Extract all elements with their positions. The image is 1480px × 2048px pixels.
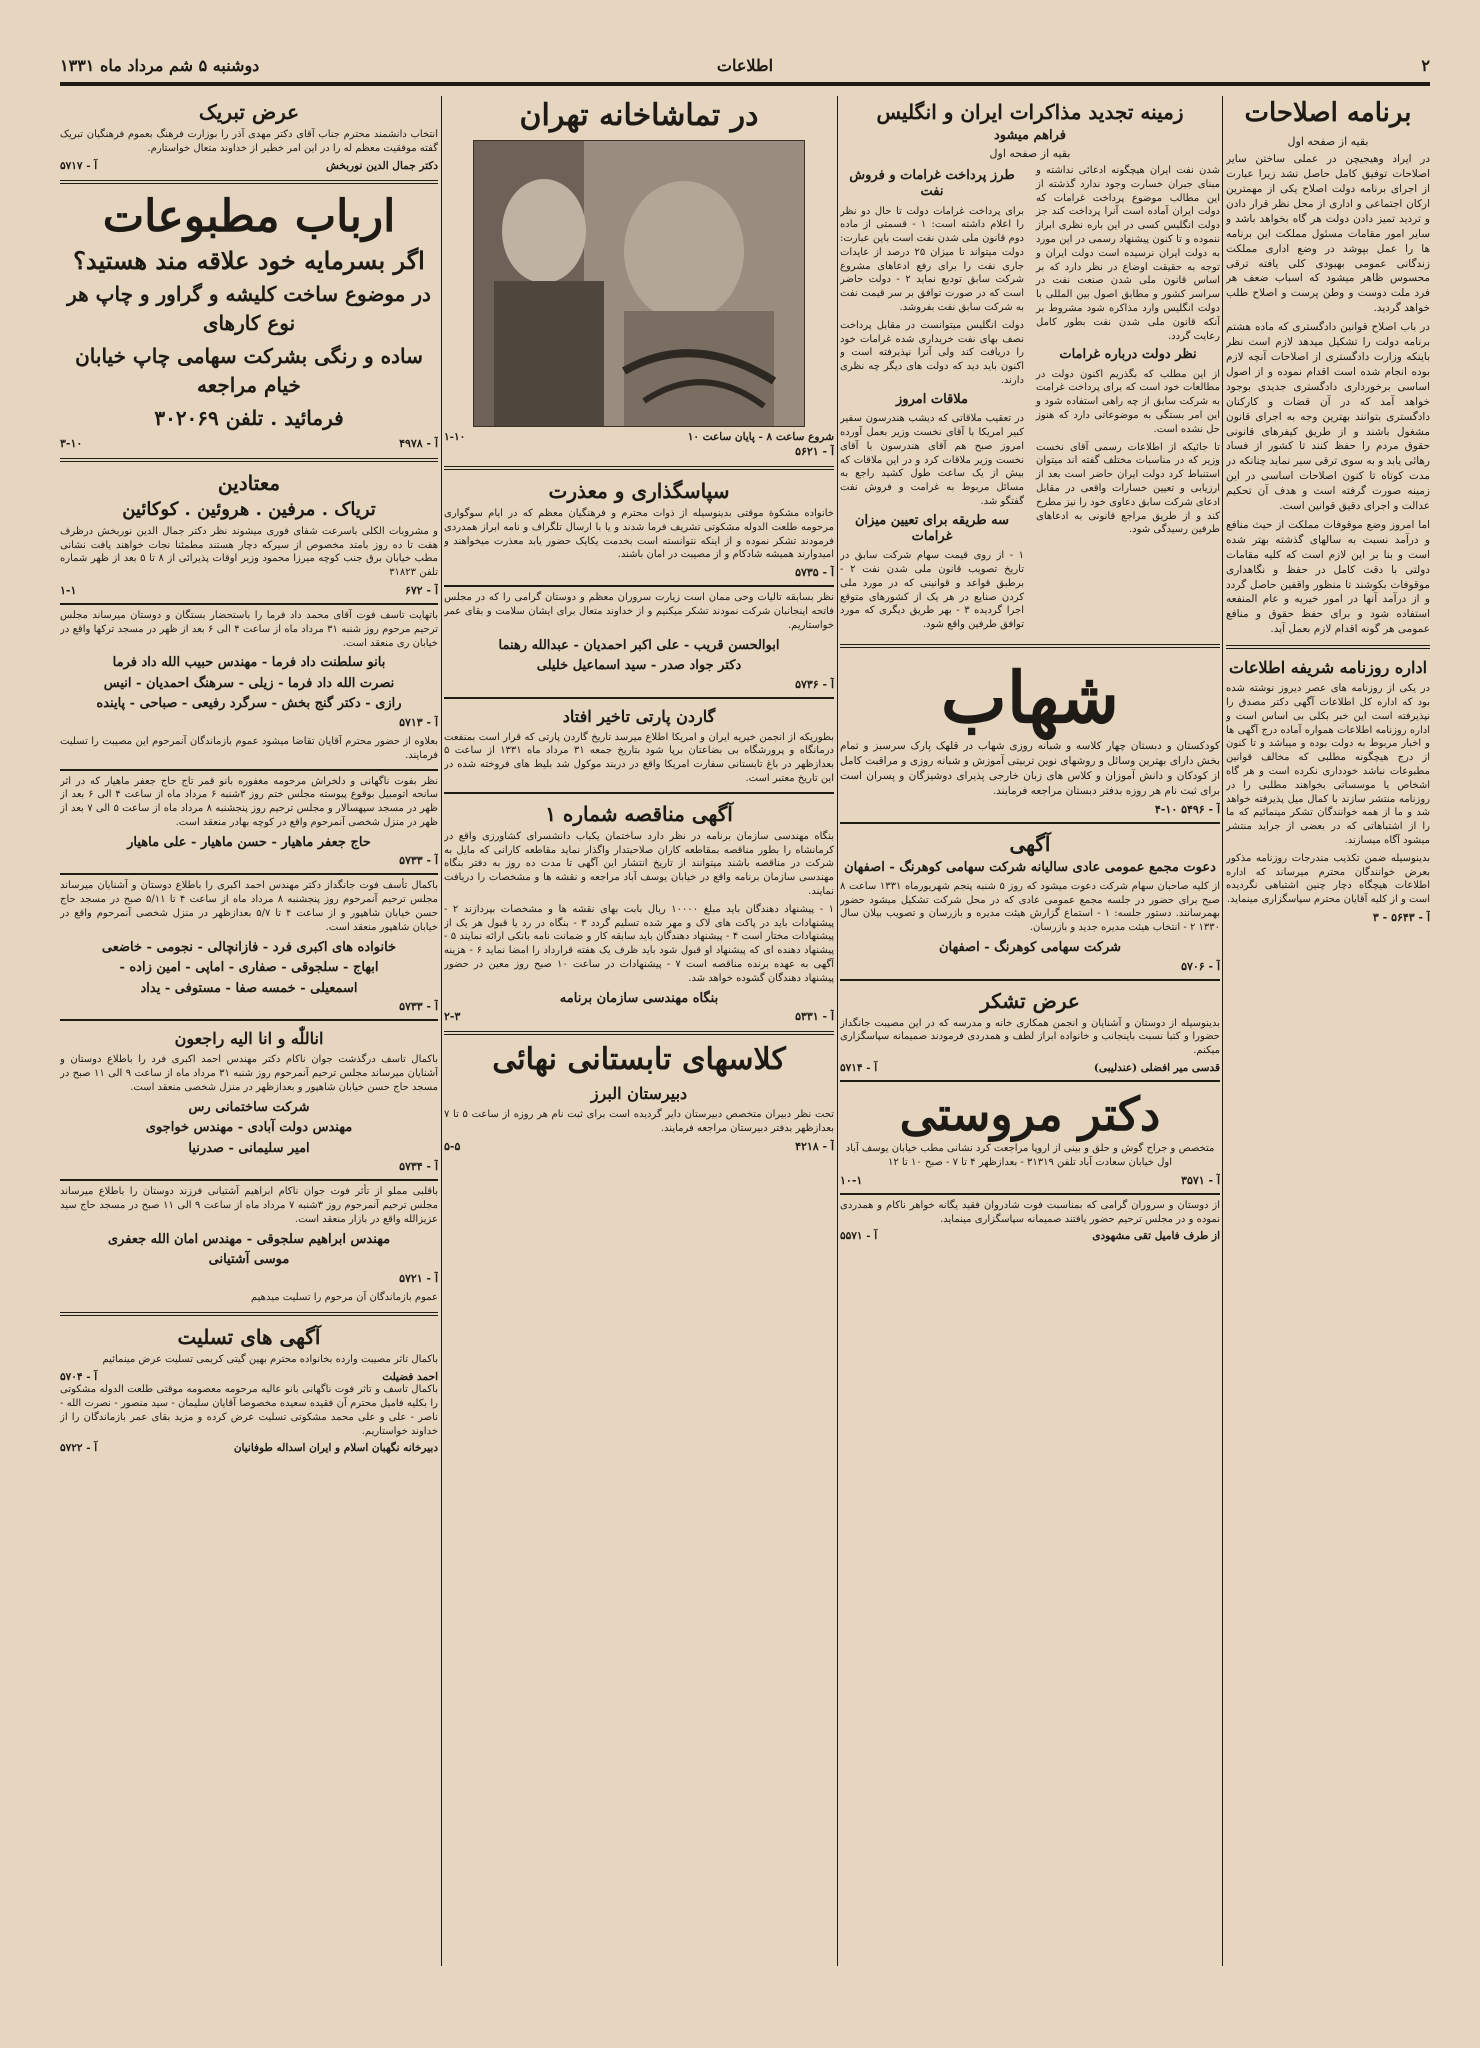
ettelaat-notice-title: اداره روزنامه شریفه اطلاعات: [1228, 658, 1428, 678]
ad-code: آ - ۳۵۷۱ ۱۰-۱: [840, 1173, 1220, 1187]
ras-signature: امیر سلیمانی - صدرنیا: [188, 1140, 310, 1156]
ad-code: آ - ۵۷۱۷: [60, 159, 98, 172]
reform-body: در ایراد وهیجیچن در عملی ساختن سایر اصلاحات توفیق کامل حاصل نشد زیرا عبارت از اجرای برنامه دولت اصلاح یکی از مهمترین ارکان اجتماعی و اداری از محل نظر قرار دادن و تردید تمیز دادن دولت هر گاه بخواهد باشد و سایر امور مقامات مسئول مملکت این برنامه ها را عمل بپوشد در وضع اداری مملکت زندگانی عمومی بهبودی کلی یافته ترقی محسوس ظاهر میشود که اسباب ضعف هر فرد ملت دوست و وطن پرست و اصلاح طلب خواهد گردید.: [1226, 153, 1430, 315]
mashkouti-thanks: [444, 466, 834, 579]
congrats-title: عرض تبریک: [198, 100, 300, 124]
talks-subhead: نظر دولت درباره غرامات: [1059, 347, 1197, 363]
reform-title: برنامه اصلاحات: [1244, 98, 1412, 128]
condolence-body: باکمال تاسف و تاثر فوت ناگهانی بانو عالیه مرحومه معصومه موقتی طلعت الدوله مشکوتی را بکلیه فامیل محترم آن فقیده سعیده مخصوصا آقایان سلیمان - سید منصور - نصرت الله - ناصر - علی و علی محمد مشکوتی تسلیت عرض کرده و مزید بقای عمر بازماندگان را از خداوند خواستاریم.: [60, 1384, 438, 1437]
reform-body: در باب اصلاح قوانین دادگستری که ماده هشتم برنامه دولت را تشکیل میدهد لازم است نظر باینکه وزارت دادگستری از اصلاحات آنچه لازم بوده انجام شده است اقدام نموده و از اصول اساسی برخورداری دادگستری جدیدی بوجود خواهد آمد که در آن قضات و کارکنان دادگستری بتوانند بهترین وجه به اجرای قانون مشغول باشند و از طریق کیفرهای قانونی حقوق مردم را حفظ کنند تا کشور از فساد رهائی یابد و به سوی ترقی سیر نماید چنانکه در مدت کوتاه تا کنون اصلاحات اساسی در این زمینه صورت گرفته است و هدف آن تحکیم عدالت و اجرای دقیق قوانین است.: [1226, 321, 1430, 513]
talks-body: ۱ - از روی قیمت سهام شرکت سابق در تاریخ تصویب قانون ملی شدن نفت ۲ - برطبق قواعد و قوانینی که در مورد ملی کردن صنایع در هر یک از کشورهای متوقع اجرا گردیده ۳ - بهر طریق دیگری که مورد توافق طرفین واقع شود.: [840, 550, 1025, 631]
column-iran-uk-talks: [840, 96, 1220, 1966]
condolence-signature: دبیرخانه نگهبان اسلام و ایران اسداله طوفانیان: [233, 1442, 438, 1455]
talks-subhead: ملاقات امروز: [896, 391, 968, 407]
doctor-title: دکتر مروستی: [899, 1086, 1161, 1141]
tender-title: آگهی مناقصه شماره ۱: [545, 801, 733, 826]
theatre-times: [444, 431, 834, 443]
friends-thanks-signature: دکتر جواد صدر - سید اسماعیل خلیلی: [536, 658, 742, 674]
talks-continued: بقیه از صفحه اول: [989, 147, 1071, 160]
ad-code: آ - ۵۷۳۳: [399, 1000, 438, 1014]
ad-code: آ - ۴۹۷۸ ۳-۱۰: [60, 437, 438, 451]
dadfarma-body: باتهایت تاسف فوت آقای محمد داد فرما را باستحضار بستگان و دوستان میرساند مجلس ترحیم مرحوم روز شنبه ۳۱ مرداد ماه از ساعت ۴ الی ۶ بعد از ظهر در مسجد ترکها واقع در خیابان ری منعقد است.: [60, 609, 438, 649]
talks-subhead: طرز پرداخت غرامات و فروش نفت: [849, 168, 1015, 200]
congrats-signature: دکتر جمال الدین نوربخش: [325, 159, 438, 172]
ettelaat-notice-body: بدینوسیله ضمن تکذیب مندرجات روزنامه مذکور بعرض خوانندگان محترم میرساند که اداره اطلاعات هیچگاه دچار چنین اشتباهی نگردیده است و از کلیه آقایان محترم سپاسگزاری مینماید.: [1226, 852, 1430, 906]
paper-name: اطلاعات: [716, 56, 774, 75]
akbari-signature: خانواده های اکبری فرد - فازانچالی - نجومی - خاضعی: [101, 939, 397, 955]
ad-code: آ - ۵۷۳۳: [399, 854, 438, 868]
ras-signature: شرکت ساختمانی رس: [188, 1099, 310, 1115]
ad-code: آ - ۴۲۱۸ ۵-۵: [444, 1139, 834, 1153]
ashtiani-signature: موسی آشتیانی: [208, 1252, 290, 1268]
reform-body: اما امروز وضع موقوفات مملکت از حیث منافع و درآمد نسبت به سالهای گذشته بهتر شده است و بنا بر این لازم است که کلیه مقامات دولتی با دقت کامل در حفظ و نگاهداری موقوفات بکوشند تا منظور واقفین حاصل گردد و از درآمد آنها در امور خیریه و عام المنفعه استفاده شود و برای حفظ حقوق و منافع عمومی هر گونه اقدام لازم بعمل آید.: [1226, 518, 1430, 636]
talks-body: از این مطلب که بگذریم اکنون دولت در مطالعات خود است که برای پرداخت غرامت به شرکت سابق از چه راهی استفاده شود و این امر بستگی به موضوعاتی دارد که هنوز حل نشده است.: [1036, 368, 1220, 435]
page-number: ۲: [1421, 56, 1430, 75]
column-reform-program: [1226, 96, 1430, 1966]
talks-body: تا جائیکه از اطلاعات رسمی آقای نخست وزیر که در مناسبات مختلف گفته اند میتوان استنباط کرد دولت ایران حاضر است بعد از ارزیابی و تعیین خسارات واقعی در مقابل ادعای شرکت سابق دعاوی خود را نیز مطرح کند و از طریق مراجع قانونی به ادعاهای طرفین رسیدگی شود.: [1036, 441, 1220, 536]
akbari-signature: ابهاج - سلجوقی - صفاری - اماپی - امین زاده -: [119, 960, 379, 976]
ras-body: باکمال تاسف درگذشت جوان ناکام دکتر مهندس احمد اکبری فرد را باطلاع دوستان و آشنایان میرساند مجلس ترحیم آنمرحوم روز شنبه ۳۱ مرداد ماه از ساعت ۹ الی ۱۱ صبح در مسجد حاج حسن خیابان شاهپور و بعدازظهر در منزل شخصی منعقد است.: [60, 1054, 438, 1093]
mahyar-signature: حاج جعفر ماهیار - حسن ماهیار - علی ماهیار: [127, 834, 371, 850]
condolences-section: [60, 1312, 438, 1454]
ad-code: آ - ۵۷۱۳: [399, 715, 438, 729]
ad-code: آ - ۵۷۳۶: [795, 677, 834, 691]
thanks-title: عرض تشکر: [980, 988, 1080, 1013]
theatre-photo-image: [474, 141, 804, 426]
condolence-signature: احمد فضیلت: [382, 1371, 438, 1384]
addiction-body: و مشروبات الکلی باسرعت شفای فوری میشوند نظر دکتر جمال الدین نوربخش درظرف هفت تا ده روز بامتد مخصوص از سیرکه دچار هستند مطمئنا نجات خواهند یافت نشانی مطب خیابان برق جنب کوچه میرزا محمود وزیر اوقات پذیرائی از ۸ تا ۵ بعد از ظهر شماره تلفن ۳۱۸۲۳: [60, 525, 438, 579]
ad-code: آ - ۵۷۳۵: [795, 566, 834, 580]
summer-classes-ad: [444, 1031, 834, 1153]
ad-code: آ - ۵۷۱۴: [840, 1061, 878, 1074]
condolences-title: آگهی های تسلیت: [177, 1325, 321, 1350]
doctor-ad: [840, 1080, 1220, 1187]
addiction-title: معتادین: [217, 471, 281, 496]
garden-party-title: گاردن پارتی تاخیر افتاد: [562, 706, 716, 726]
talks-subtitle: فراهم میشود: [993, 128, 1067, 143]
dadfarma-signature: نصرت الله داد فرما - زیلی - سرهنگ احمدیان - انیس: [103, 675, 395, 691]
condolence-thanks-footer: [840, 1230, 1220, 1242]
talks-body: در تعقیب ملاقاتی که دیشب هندرسون سفیر کبیر امریکا با آقای نخست وزیر بعمل آورده امروز صبح هم آقای هندرسون با آقای نخست وزیر ملاقات کرد و در این ملاقات که بیش از یک ساعت طول کشید راجع به مسائل مربوط به غرامت و فروش نفت گفتگو شد.: [840, 413, 1024, 507]
talks-title: زمینه تجدید مذاکرات ایران و انگلیس: [876, 100, 1184, 124]
akbari-signature: اسمعیلی - خمسه صفا - مستوفی - یداد: [140, 980, 358, 996]
doctor-body: متخصص و جراح گوش و حلق و بینی از اروپا مراجعت کرد نشانی مطب خیابان یوسف آباد اول خیابان سعادت آباد تلفن ۳۱۳۱۹ - بعدازظهر ۴ تا ۷ - صبح ۱۰ تا ۱۲: [845, 1143, 1215, 1169]
talks-body: برای پرداخت غرامات دولت تا حال دو نظر را اعلام داشته است: ۱ - قسمتی از ماده دوم قانون ملی شدن نفت است باین عبارت: دولت میتواند تا میزان ۲۵ درصد از عایدات جاری نفت را برای رفع ادعاهای مشروع شرکت سابق تودیع نماید ۲ - دولت حاضر است که در صورت توافق بر سر قیمت نفت به شرکت سابق نفت بفروشد.: [840, 205, 1025, 314]
kuhrang-title: آگهی: [1009, 831, 1051, 856]
thanks-footer: [840, 1062, 1220, 1074]
talks-subhead: سه طریقه برای تعیین میزان غرامات: [854, 512, 1010, 544]
thanks-ad: [840, 979, 1220, 1074]
shahab-body: کودکستان و دبستان چهار کلاسه و شبانه روزی شهاب در قلهک پارک سرسبز و تمام بخش دارای بهترین وسائل و روشهای نوین تربیتی آموزش و شبانه روزی و مراقبت کامل از کودکان و دانش آموزان و کلاس های زبان خارجی پذیرای دوشیزگان و پسران است برای ثبت نام هر روزه بدفتر دبستان مراجعه فرمایند.: [840, 739, 1220, 797]
summer-classes-body: تحت نظر دبیران متخصص دبیرستان دایر گردیده است برای ثبت نام هر روزه از ساعت ۵ تا ۷ بعدازظهر بدفتر دبیرستان مراجعه فرمایند.: [444, 1109, 834, 1134]
masthead: [60, 50, 1430, 80]
ras-title: اناللّٰه و انا الیه راجعون: [174, 1029, 324, 1049]
mashkouti-thanks-body: خانواده مشکوة موقتی بدینوسیله از ذوات محترم و فرهنگیان معظم که در ایام سوگواری مرحومه طلعت الدوله مشکوتی تشریف فرما شدند و یا با ارسال تلگراف و نامه ابراز همدردی فرمودند تشکر نموده و از اینکه نتوانسته است بخدمت یکایک حضور یابد معذرت میخواهند و امیدوارند همیشه شادکام و از مصیبت در امان باشند.: [444, 508, 834, 561]
ad-code: آ - ۵۴۹۶ ۱۰-۴: [1154, 802, 1220, 816]
ad-code: آ - ۵۷۰۴: [60, 1371, 98, 1384]
mashkouti-thanks-title: سپاسگذاری و معذرت: [548, 479, 730, 503]
ashtiani-note: عموم بازماندگان آن مرحوم را تسلیت میدهیم: [251, 1291, 438, 1303]
ras-company-obituary: [60, 1019, 438, 1173]
theatre-photo: [473, 140, 805, 427]
addiction-substances: تریاک . مرفین . هروئین . کوکائین: [122, 499, 376, 521]
mahyar-obituary: [60, 769, 438, 868]
ad-code: آ - ۶۷۲ ۱-۱: [60, 583, 438, 597]
theatre-showtime: شروع ساعت ۸ - پایان ساعت ۱۰: [687, 431, 834, 443]
ad-code: آ - ۵۵۷۱: [840, 1230, 878, 1243]
condolence-footer: [60, 1371, 438, 1383]
printing-line: اگر بسرمایه خود علاقه مند هستید؟: [73, 245, 425, 275]
thanks-body: بدینوسیله از دوستان و آشنایان و انجمن همکاری خانه و مدرسه که در این مصیبت جانگداز حضورا و کتبا نسبت باینجانب و خانواده ابراز لطف و همدردی فرمودند صمیمانه سپاسگزاری میکنم.: [840, 1017, 1220, 1057]
condolence-thanks: [840, 1193, 1220, 1243]
shahab-title: شهاب: [940, 655, 1120, 739]
ettelaat-notice: [1226, 645, 1430, 924]
reform-continued: بقیه از صفحه اول: [1287, 135, 1369, 149]
ad-code: آ - ۵۷۰۶: [1181, 959, 1220, 973]
column-rule: [441, 96, 442, 1966]
congrats-footer: [60, 160, 438, 172]
summer-classes-school: دبیرستان البرز: [590, 1084, 688, 1104]
ras-signature: مهندس دولت آبادی - مهندس خواجوی: [145, 1120, 353, 1136]
masthead-rule: [60, 82, 1430, 86]
printing-ad: [60, 180, 438, 451]
dadfarma-note: بعلاوه از حضور محترم آقایان تقاضا میشود عموم بازماندگان آنمرحوم این مصیبت را تسلیت فرمایند.: [60, 735, 438, 761]
dadfarma-obituary: [60, 603, 438, 763]
ashtiani-obituary: [60, 1179, 438, 1304]
friends-thanks: [444, 585, 834, 690]
kuhrang-ad: [840, 822, 1220, 973]
ad-code: ۱-۱۰: [444, 431, 466, 443]
kuhrang-subtitle: دعوت مجمع عمومی عادی سالیانه شرکت سهامی کوهرنگ - اصفهان: [844, 859, 1216, 875]
mahyar-body: نظر بفوت ناگهانی و دلخراش مرحومه مغفوره بانو قمر تاج حاج جعفر ماهیار که در اثر سانحه اتومبیل بوقوع پیوسته مجلس ختم روز ۳شنبه ۶ مرداد ماه از ساعت ۴ الی ۶ بعد از ظهر در مسجد سپهسالار و مجلس ترحیم روز پنجشنبه ۸ مرداد ماه از ساعت ۵ الی ۷ بعد از ظهر در منزل شخصی آنمرحوم واقع در کوچه بهادر منعقد است.: [60, 775, 438, 828]
column-rule: [837, 96, 838, 1966]
friends-thanks-body: نظر بسابقه تالیات وحی ممان است زیارت سروران معظم و دوستان گرامی را که در مجلس فاتحه اینجانبان شرکت نمودند تشکر میکنیم و از خداوند متعال برای ایشان سلامت و بقای عمر خواستاریم.: [444, 592, 834, 631]
congrats-body: انتخاب دانشمند محترم جناب آقای دکتر مهدی آذر را بوزارت فرهنگ بعموم فرهنگیان تبریک گفته موفقیت معظم له را در این امر خطیر از خداوند متعال خواستارم.: [60, 129, 438, 154]
printing-phone: فرمائید . تلفن ۳۰۲۰۶۹: [154, 406, 344, 431]
condolence-body: باکمال تاثر مصیبت وارده بخانواده محترم بهین گیتی کریمی تسلیت عرض مینمائیم: [102, 1354, 438, 1366]
ad-code: آ - ۵۷۲۲: [60, 1442, 98, 1455]
tender-body: بنگاه مهندسی سازمان برنامه در نظر دارد ساختمان یکباب دانشسرای کشاورزی واقع در کرمانشاه را بطور مناقصه بمقاطعه کاران صلاحیتدار واگذار نماید مقاطعه کارانی که مایل به شرکت در مناقصه باشند میتوانند از تاریخ انتشار این آگهی تا مدت ده روز به دفتر بنگاه مهندسی سازمان برنامه واقع در خیابان یوسف آباد مراجعه و نقشه ها و مشخصات را دریافت نمایند.: [444, 830, 834, 898]
ad-code: آ - ۵۶۲۱: [795, 445, 834, 458]
printing-line: ساده و رنگی بشرکت سهامی چاپ خیابان خیام مراجعه: [75, 344, 423, 398]
tender-notice: [444, 792, 834, 1023]
kuhrang-body: از کلیه صاحبان سهام شرکت دعوت میشود که روز ۵ شنبه پنجم شهریورماه ۱۳۳۱ ساعت ۸ صبح برای حضور در جلسه مجمع عمومی عادی که در محل شرکت تشکیل میشود حضور بهمرسانند. دستور جلسه: ۱ - استماع گزارش هیئت مدیره و بازرسان و تصویب بیلان سال ۱۳۳۰ ۲ - انتخاب هیئت مدیره جدید و بازرسان.: [840, 880, 1220, 934]
column-rule: [1222, 96, 1223, 1966]
column-theatre: [444, 96, 834, 1966]
friends-thanks-signature: ابوالحسن قریب - علی اکبر احمدیان - عبدالله رهنما: [498, 637, 780, 653]
dadfarma-signature: بانو سلطنت داد فرما - مهندس حبیب الله داد فرما: [112, 655, 386, 671]
talks-body: دولت انگلیس میتوانست در مقابل پرداخت نصف بهای نفت خریداری شده غرامات خود را دریافت کند ولی آنرا نپذیرفته است و اکنون باید دید که دولت های دیگر چه نظری دارند.: [840, 319, 1024, 387]
dadfarma-signature: رازی - دکتر گنج بخش - سرگرد رفیعی - صباحی - پاینده: [96, 696, 402, 712]
ad-code: آ - ۵۷۲۱: [399, 1271, 438, 1285]
garden-party-notice: [444, 697, 834, 786]
talks-body: شدن نفت ایران هیچگونه ادعائی نداشته و مبنای جبران خسارت وجود ندارد گذشته از این مطالب موضوع پرداخت غرامات که دولت ایران آماده است آنرا پرداخت کند جز دولت انگلیس کسی در این باره نظری ابراز ننموده و تا کنون پیشنهاد رسمی در این مورد به دولت ایران نرسیده است دولت ایران و توجه به حقیقت اوضاع در نظر دارد که بر اساس قانون ملی شدن صنعت نفت در سراسر کشور و مطابق اصول بین المللی با دولت انگلیس وارد مذاکره شود مشروط بر آنکه قانون ملی شدن نفت بطور کامل رعایت گردد.: [1036, 165, 1220, 342]
akbari-body: باکمال تأسف فوت جانگداز دکتر مهندس احمد اکبری را باطلاع دوستان و آشنایان میرساند مجلس ترحیم آنمرحوم روز پنجشنبه ۸ مرداد ماه از ساعت ۴ تا ۵/۱۱ صبح در مسجد حاج حسن خیابان شاهپور و از ساعت ۴ تا ۵/۷ بعدازظهر در منزل شخصی آنمرحوم واقع در خیابان شاهپور منعقد است.: [60, 880, 438, 933]
akbari-obituary: [60, 873, 438, 1013]
talks-left-subcolumn: [840, 164, 1024, 636]
talks-right-subcolumn: [1036, 164, 1220, 541]
ashtiani-signature: مهندس ابراهیم سلجوقی - مهندس امان الله جعفری: [107, 1231, 391, 1247]
condolence-thanks-signature: از طرف فامیل تقی مشهودی: [1092, 1230, 1220, 1243]
ettelaat-notice-body: در یکی از روزنامه های عصر دیروز نوشته شده بود که اداره کل اطلاعات آگهی دکتر مصدق را نپذیرفته است این خبر بکلی بی اساس است و اداره روزنامه اطلاعات همواره آماده درج آگهی ها و اخبار مربوط به دولت بوده و میباشد و تا کنون از درج هیچگونه مطلبی که مخالف قوانین مطبوعات نباشد خودداری نکرده است و هر گاه اشخاص یا موسساتی بخواهند مطلبی را در روزنامه منتشر سازند با کمال میل پذیرفته خواهد شد و ما از همه خوانندگان تشکر مینمائیم که ما را از اشتباهاتی که در بعضی از جراید منتشر میشود آگاه میسازند.: [1226, 683, 1430, 846]
ashtiani-body: باقلبی مملو از تأثر فوت جوان ناکام ابراهیم آشتیانی فرزند دوستان را باطلاع میرساند مجلس ترحیم آنمرحوم روز ۳شنبه ۷ مرداد ماه از ساعت ۹ الی ۱۱ صبح در مسجد حاج سید عزیزالله واقع در بازار منعقد است.: [60, 1186, 438, 1225]
ad-code: آ - ۵۳۳۱ ۲-۳: [444, 1010, 834, 1024]
issue-date: دوشنبه ۵ شم مرداد ماه ۱۳۳۱: [60, 56, 260, 75]
tender-body: ۱ - پیشنهاد دهندگان باید مبلغ ۱۰۰۰۰ ریال بابت بهای نقشه ها و مشخصات بپردازند ۲ - پیشنهادات باید در پاکت های لاک و مهر شده تسلیم گردد ۳ - بنگاه در رد یا قبول هر یک از پیشنهادات مختار است ۴ - پیشنهاد دهندگان باید سابقه کار و ضمانت نامه بانکی ارائه نمایند ۵ - پیشنهاد دهنده ای که پیشنهاد او قبول شود باید ظرف یک هفته قرارداد را امضا نماید ۶ - هزینه آگهی به عهده برنده مناقصه است ۷ - پیشنهادات در ساعت ۱۰ صبح روز معین در حضور پیشنهاد دهندگان گشوده خواهد شد.: [444, 903, 834, 984]
addiction-ad: [60, 458, 438, 597]
printing-title: ارباب مطبوعات: [102, 190, 396, 242]
ad-code: آ - ۵۶۴۳ - ۳: [1372, 910, 1430, 924]
shahab-ad: [840, 644, 1220, 816]
garden-party-body: بطوریکه از انجمن خیریه ایران و امریکا اطلاع میرسد تاریخ گاردن پارتی که قرار است بمنفعت درمانگاه و پرورشگاه بی بضاعتان برپا شود بتاریخ جمعه ۳۱ مرداد ماه ۱۳۳۱ از ساعت ۵ بعدازظهر در باغ تابستانی سفارت امریکا واقع در دربند موکول شد بلیط های فروخته شده در این تاریخ معتبر است.: [444, 731, 834, 785]
kuhrang-signature: شرکت سهامی کوهرنگ - اصفهان: [938, 940, 1122, 956]
tender-signature: بنگاه مهندسی سازمان برنامه: [559, 990, 719, 1006]
theatre-title: در تماشاخانه تهران: [519, 98, 759, 133]
condolence-footer: [60, 1442, 438, 1454]
column-notices: [60, 96, 438, 1966]
summer-classes-title: کلاسهای تابستانی نهائی: [492, 1042, 786, 1078]
ad-code: آ - ۵۷۳۴: [399, 1160, 438, 1174]
thanks-signature: قدسی میر افضلی (عندلیبی): [1093, 1061, 1220, 1074]
condolence-thanks-body: از دوستان و سروران گرامی که بمناسبت فوت شادروان فقید یگانه خواهر ناکام و همدردی نموده و در مجلس ترحیم حضور یافتند صمیمانه سپاسگزاری مینماید.: [840, 1199, 1220, 1225]
printing-line: در موضوع ساخت کلیشه و گراور و چاپ هر نوع کارهای: [67, 282, 431, 336]
